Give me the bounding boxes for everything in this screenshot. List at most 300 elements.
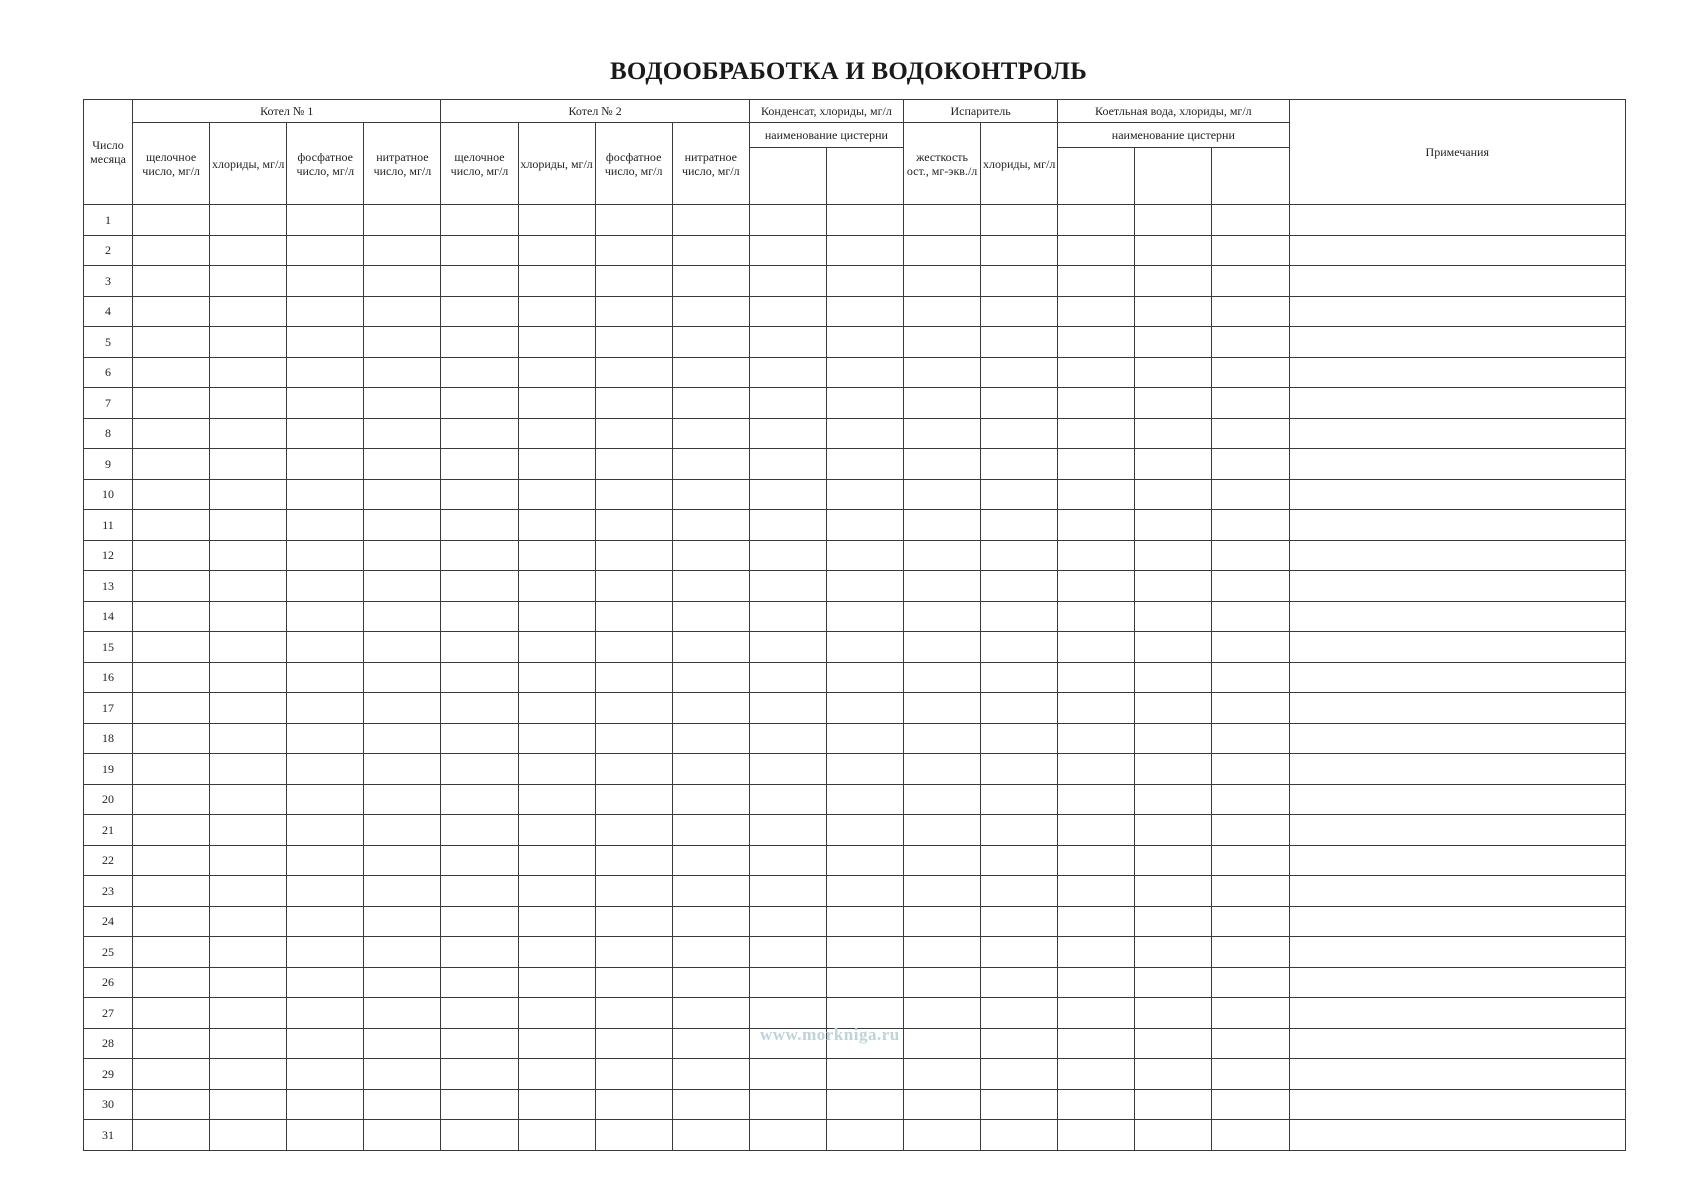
entry-cell[interactable] (749, 327, 826, 358)
entry-cell[interactable] (441, 662, 518, 693)
entry-cell[interactable] (364, 693, 441, 724)
entry-cell[interactable] (1135, 967, 1212, 998)
entry-cell[interactable] (595, 449, 672, 480)
entry-cell[interactable] (441, 754, 518, 785)
entry-cell[interactable] (518, 815, 595, 846)
entry-cell[interactable] (904, 1028, 981, 1059)
entry-cell[interactable] (1135, 906, 1212, 937)
entry-cell[interactable] (364, 662, 441, 693)
notes-cell[interactable] (1289, 876, 1626, 907)
entry-cell[interactable] (287, 906, 364, 937)
entry-cell[interactable] (672, 662, 749, 693)
notes-cell[interactable] (1289, 357, 1626, 388)
entry-cell[interactable] (1135, 1059, 1212, 1090)
entry-cell[interactable] (210, 571, 287, 602)
entry-cell[interactable] (518, 449, 595, 480)
entry-cell[interactable] (518, 723, 595, 754)
entry-cell[interactable] (133, 388, 210, 419)
entry-cell[interactable] (904, 357, 981, 388)
entry-cell[interactable] (749, 662, 826, 693)
entry-cell[interactable] (518, 784, 595, 815)
entry-cell[interactable] (595, 876, 672, 907)
entry-cell[interactable] (1212, 723, 1289, 754)
entry-cell[interactable] (904, 845, 981, 876)
entry-cell[interactable] (133, 1089, 210, 1120)
entry-cell[interactable] (364, 723, 441, 754)
entry-cell[interactable] (749, 418, 826, 449)
entry-cell[interactable] (133, 357, 210, 388)
entry-cell[interactable] (981, 1089, 1058, 1120)
entry-cell[interactable] (826, 296, 903, 327)
entry-cell[interactable] (1212, 357, 1289, 388)
entry-cell[interactable] (1212, 266, 1289, 297)
entry-cell[interactable] (1135, 1089, 1212, 1120)
entry-cell[interactable] (1212, 449, 1289, 480)
entry-cell[interactable] (749, 693, 826, 724)
entry-cell[interactable] (904, 876, 981, 907)
entry-cell[interactable] (981, 296, 1058, 327)
entry-cell[interactable] (287, 754, 364, 785)
entry-cell[interactable] (904, 205, 981, 236)
entry-cell[interactable] (1212, 876, 1289, 907)
entry-cell[interactable] (1058, 967, 1135, 998)
entry-cell[interactable] (364, 784, 441, 815)
notes-cell[interactable] (1289, 388, 1626, 419)
entry-cell[interactable] (287, 540, 364, 571)
entry-cell[interactable] (441, 357, 518, 388)
entry-cell[interactable] (364, 1059, 441, 1090)
entry-cell[interactable] (1058, 815, 1135, 846)
entry-cell[interactable] (904, 1059, 981, 1090)
entry-cell[interactable] (210, 388, 287, 419)
entry-cell[interactable] (1058, 1089, 1135, 1120)
entry-cell[interactable] (1058, 754, 1135, 785)
entry-cell[interactable] (1058, 357, 1135, 388)
entry-cell[interactable] (287, 1120, 364, 1151)
entry-cell[interactable] (904, 266, 981, 297)
entry-cell[interactable] (1058, 1120, 1135, 1151)
entry-cell[interactable] (672, 1028, 749, 1059)
entry-cell[interactable] (287, 479, 364, 510)
entry-cell[interactable] (441, 1028, 518, 1059)
notes-cell[interactable] (1289, 266, 1626, 297)
entry-cell[interactable] (749, 1089, 826, 1120)
entry-cell[interactable] (441, 967, 518, 998)
entry-cell[interactable] (133, 601, 210, 632)
entry-cell[interactable] (518, 479, 595, 510)
entry-cell[interactable] (518, 205, 595, 236)
entry-cell[interactable] (749, 510, 826, 541)
entry-cell[interactable] (1058, 205, 1135, 236)
entry-cell[interactable] (210, 327, 287, 358)
entry-cell[interactable] (672, 693, 749, 724)
entry-cell[interactable] (981, 418, 1058, 449)
entry-cell[interactable] (210, 662, 287, 693)
entry-cell[interactable] (1058, 479, 1135, 510)
entry-cell[interactable] (287, 296, 364, 327)
entry-cell[interactable] (287, 693, 364, 724)
entry-cell[interactable] (1058, 723, 1135, 754)
entry-cell[interactable] (981, 1059, 1058, 1090)
entry-cell[interactable] (749, 205, 826, 236)
entry-cell[interactable] (826, 357, 903, 388)
entry-cell[interactable] (672, 1089, 749, 1120)
entry-cell[interactable] (749, 235, 826, 266)
entry-cell[interactable] (441, 784, 518, 815)
entry-cell[interactable] (364, 845, 441, 876)
entry-cell[interactable] (595, 906, 672, 937)
entry-cell[interactable] (826, 998, 903, 1029)
entry-cell[interactable] (133, 571, 210, 602)
entry-cell[interactable] (904, 632, 981, 663)
entry-cell[interactable] (287, 662, 364, 693)
entry-cell[interactable] (981, 662, 1058, 693)
notes-cell[interactable] (1289, 937, 1626, 968)
entry-cell[interactable] (441, 571, 518, 602)
notes-cell[interactable] (1289, 967, 1626, 998)
entry-cell[interactable] (826, 815, 903, 846)
entry-cell[interactable] (441, 449, 518, 480)
entry-cell[interactable] (1135, 815, 1212, 846)
entry-cell[interactable] (287, 937, 364, 968)
entry-cell[interactable] (1135, 235, 1212, 266)
notes-cell[interactable] (1289, 1089, 1626, 1120)
entry-cell[interactable] (1212, 601, 1289, 632)
entry-cell[interactable] (1058, 418, 1135, 449)
entry-cell[interactable] (672, 479, 749, 510)
entry-cell[interactable] (1135, 1028, 1212, 1059)
entry-cell[interactable] (981, 937, 1058, 968)
notes-cell[interactable] (1289, 815, 1626, 846)
entry-cell[interactable] (826, 205, 903, 236)
entry-cell[interactable] (981, 693, 1058, 724)
entry-cell[interactable] (672, 296, 749, 327)
entry-cell[interactable] (518, 388, 595, 419)
entry-cell[interactable] (287, 418, 364, 449)
entry-cell[interactable] (672, 357, 749, 388)
entry-cell[interactable] (287, 235, 364, 266)
entry-cell[interactable] (1058, 296, 1135, 327)
entry-cell[interactable] (981, 845, 1058, 876)
entry-cell[interactable] (672, 632, 749, 663)
entry-cell[interactable] (595, 693, 672, 724)
entry-cell[interactable] (441, 723, 518, 754)
entry-cell[interactable] (210, 876, 287, 907)
entry-cell[interactable] (1058, 266, 1135, 297)
entry-cell[interactable] (981, 784, 1058, 815)
entry-cell[interactable] (1135, 205, 1212, 236)
entry-cell[interactable] (441, 510, 518, 541)
entry-cell[interactable] (672, 235, 749, 266)
notes-cell[interactable] (1289, 998, 1626, 1029)
entry-cell[interactable] (1212, 1028, 1289, 1059)
entry-cell[interactable] (749, 998, 826, 1029)
entry-cell[interactable] (672, 418, 749, 449)
notes-cell[interactable] (1289, 296, 1626, 327)
entry-cell[interactable] (518, 327, 595, 358)
entry-cell[interactable] (672, 815, 749, 846)
entry-cell[interactable] (672, 571, 749, 602)
entry-cell[interactable] (595, 296, 672, 327)
notes-cell[interactable] (1289, 540, 1626, 571)
entry-cell[interactable] (364, 601, 441, 632)
entry-cell[interactable] (1135, 876, 1212, 907)
entry-cell[interactable] (826, 754, 903, 785)
entry-cell[interactable] (826, 662, 903, 693)
notes-cell[interactable] (1289, 632, 1626, 663)
entry-cell[interactable] (1212, 205, 1289, 236)
entry-cell[interactable] (595, 967, 672, 998)
entry-cell[interactable] (1212, 1120, 1289, 1151)
entry-cell[interactable] (287, 876, 364, 907)
entry-cell[interactable] (672, 388, 749, 419)
entry-cell[interactable] (364, 1028, 441, 1059)
entry-cell[interactable] (210, 998, 287, 1029)
entry-cell[interactable] (981, 632, 1058, 663)
entry-cell[interactable] (210, 540, 287, 571)
entry-cell[interactable] (364, 327, 441, 358)
entry-cell[interactable] (1212, 998, 1289, 1029)
entry-cell[interactable] (1058, 937, 1135, 968)
entry-cell[interactable] (133, 205, 210, 236)
entry-cell[interactable] (749, 388, 826, 419)
entry-cell[interactable] (441, 845, 518, 876)
entry-cell[interactable] (287, 845, 364, 876)
entry-cell[interactable] (749, 937, 826, 968)
entry-cell[interactable] (1058, 601, 1135, 632)
entry-cell[interactable] (595, 601, 672, 632)
notes-cell[interactable] (1289, 571, 1626, 602)
entry-cell[interactable] (595, 632, 672, 663)
entry-cell[interactable] (749, 1059, 826, 1090)
entry-cell[interactable] (749, 296, 826, 327)
entry-cell[interactable] (518, 540, 595, 571)
entry-cell[interactable] (364, 479, 441, 510)
entry-cell[interactable] (1212, 845, 1289, 876)
entry-cell[interactable] (981, 540, 1058, 571)
entry-cell[interactable] (518, 998, 595, 1029)
entry-cell[interactable] (595, 1089, 672, 1120)
entry-cell[interactable] (1135, 418, 1212, 449)
entry-cell[interactable] (518, 1059, 595, 1090)
entry-cell[interactable] (210, 418, 287, 449)
entry-cell[interactable] (441, 418, 518, 449)
entry-cell[interactable] (595, 1028, 672, 1059)
notes-cell[interactable] (1289, 723, 1626, 754)
entry-cell[interactable] (1135, 266, 1212, 297)
entry-cell[interactable] (904, 540, 981, 571)
entry-cell[interactable] (287, 510, 364, 541)
entry-cell[interactable] (749, 479, 826, 510)
entry-cell[interactable] (595, 357, 672, 388)
entry-cell[interactable] (826, 601, 903, 632)
entry-cell[interactable] (1058, 845, 1135, 876)
entry-cell[interactable] (826, 571, 903, 602)
entry-cell[interactable] (133, 784, 210, 815)
entry-cell[interactable] (1212, 662, 1289, 693)
entry-cell[interactable] (364, 632, 441, 663)
entry-cell[interactable] (904, 479, 981, 510)
entry-cell[interactable] (518, 235, 595, 266)
entry-cell[interactable] (826, 1059, 903, 1090)
entry-cell[interactable] (595, 998, 672, 1029)
entry-cell[interactable] (133, 479, 210, 510)
entry-cell[interactable] (133, 1028, 210, 1059)
entry-cell[interactable] (904, 296, 981, 327)
entry-cell[interactable] (595, 815, 672, 846)
entry-cell[interactable] (981, 1120, 1058, 1151)
entry-cell[interactable] (1058, 784, 1135, 815)
entry-cell[interactable] (441, 205, 518, 236)
entry-cell[interactable] (210, 815, 287, 846)
entry-cell[interactable] (133, 998, 210, 1029)
entry-cell[interactable] (441, 937, 518, 968)
entry-cell[interactable] (904, 1089, 981, 1120)
entry-cell[interactable] (441, 388, 518, 419)
entry-cell[interactable] (595, 723, 672, 754)
entry-cell[interactable] (826, 235, 903, 266)
entry-cell[interactable] (595, 1120, 672, 1151)
entry-cell[interactable] (1058, 662, 1135, 693)
entry-cell[interactable] (749, 754, 826, 785)
entry-cell[interactable] (364, 815, 441, 846)
entry-cell[interactable] (595, 266, 672, 297)
entry-cell[interactable] (672, 266, 749, 297)
entry-cell[interactable] (133, 906, 210, 937)
entry-cell[interactable] (133, 723, 210, 754)
entry-cell[interactable] (904, 693, 981, 724)
entry-cell[interactable] (210, 693, 287, 724)
entry-cell[interactable] (904, 662, 981, 693)
entry-cell[interactable] (441, 632, 518, 663)
entry-cell[interactable] (287, 1028, 364, 1059)
entry-cell[interactable] (749, 723, 826, 754)
entry-cell[interactable] (672, 876, 749, 907)
notes-cell[interactable] (1289, 235, 1626, 266)
entry-cell[interactable] (1212, 418, 1289, 449)
entry-cell[interactable] (904, 937, 981, 968)
entry-cell[interactable] (904, 418, 981, 449)
entry-cell[interactable] (364, 510, 441, 541)
entry-cell[interactable] (1212, 754, 1289, 785)
entry-cell[interactable] (672, 784, 749, 815)
entry-cell[interactable] (364, 449, 441, 480)
entry-cell[interactable] (749, 540, 826, 571)
entry-cell[interactable] (672, 937, 749, 968)
entry-cell[interactable] (1058, 1059, 1135, 1090)
entry-cell[interactable] (904, 967, 981, 998)
entry-cell[interactable] (1058, 449, 1135, 480)
entry-cell[interactable] (518, 266, 595, 297)
entry-cell[interactable] (287, 327, 364, 358)
entry-cell[interactable] (287, 815, 364, 846)
entry-cell[interactable] (1135, 571, 1212, 602)
entry-cell[interactable] (364, 418, 441, 449)
entry-cell[interactable] (287, 205, 364, 236)
entry-cell[interactable] (749, 357, 826, 388)
entry-cell[interactable] (364, 1089, 441, 1120)
entry-cell[interactable] (441, 601, 518, 632)
entry-cell[interactable] (595, 327, 672, 358)
entry-cell[interactable] (287, 632, 364, 663)
entry-cell[interactable] (826, 418, 903, 449)
entry-cell[interactable] (1135, 296, 1212, 327)
entry-cell[interactable] (1135, 327, 1212, 358)
entry-cell[interactable] (210, 235, 287, 266)
entry-cell[interactable] (1135, 388, 1212, 419)
entry-cell[interactable] (595, 662, 672, 693)
entry-cell[interactable] (826, 540, 903, 571)
entry-cell[interactable] (441, 479, 518, 510)
entry-cell[interactable] (1212, 296, 1289, 327)
entry-cell[interactable] (1058, 510, 1135, 541)
entry-cell[interactable] (749, 571, 826, 602)
entry-cell[interactable] (210, 296, 287, 327)
entry-cell[interactable] (133, 845, 210, 876)
entry-cell[interactable] (210, 1028, 287, 1059)
entry-cell[interactable] (981, 205, 1058, 236)
entry-cell[interactable] (1058, 540, 1135, 571)
entry-cell[interactable] (826, 784, 903, 815)
entry-cell[interactable] (904, 601, 981, 632)
notes-cell[interactable] (1289, 1120, 1626, 1151)
entry-cell[interactable] (1135, 601, 1212, 632)
entry-cell[interactable] (364, 754, 441, 785)
entry-cell[interactable] (904, 754, 981, 785)
entry-cell[interactable] (133, 632, 210, 663)
entry-cell[interactable] (672, 601, 749, 632)
entry-cell[interactable] (210, 784, 287, 815)
entry-cell[interactable] (133, 418, 210, 449)
entry-cell[interactable] (210, 845, 287, 876)
entry-cell[interactable] (1212, 327, 1289, 358)
entry-cell[interactable] (441, 693, 518, 724)
entry-cell[interactable] (133, 937, 210, 968)
entry-cell[interactable] (518, 845, 595, 876)
entry-cell[interactable] (364, 205, 441, 236)
entry-cell[interactable] (518, 967, 595, 998)
entry-cell[interactable] (749, 906, 826, 937)
entry-cell[interactable] (1135, 998, 1212, 1029)
entry-cell[interactable] (826, 937, 903, 968)
entry-cell[interactable] (981, 876, 1058, 907)
entry-cell[interactable] (1212, 510, 1289, 541)
entry-cell[interactable] (981, 1028, 1058, 1059)
entry-cell[interactable] (1058, 998, 1135, 1029)
entry-cell[interactable] (210, 754, 287, 785)
entry-cell[interactable] (595, 571, 672, 602)
entry-cell[interactable] (904, 571, 981, 602)
entry-cell[interactable] (1135, 357, 1212, 388)
entry-cell[interactable] (287, 998, 364, 1029)
notes-cell[interactable] (1289, 205, 1626, 236)
entry-cell[interactable] (441, 1059, 518, 1090)
entry-cell[interactable] (364, 235, 441, 266)
entry-cell[interactable] (1135, 662, 1212, 693)
entry-cell[interactable] (441, 876, 518, 907)
entry-cell[interactable] (826, 1120, 903, 1151)
entry-cell[interactable] (826, 449, 903, 480)
entry-cell[interactable] (595, 754, 672, 785)
entry-cell[interactable] (595, 510, 672, 541)
entry-cell[interactable] (595, 418, 672, 449)
entry-cell[interactable] (287, 571, 364, 602)
entry-cell[interactable] (1058, 693, 1135, 724)
entry-cell[interactable] (210, 723, 287, 754)
entry-cell[interactable] (287, 967, 364, 998)
entry-cell[interactable] (518, 876, 595, 907)
entry-cell[interactable] (904, 784, 981, 815)
